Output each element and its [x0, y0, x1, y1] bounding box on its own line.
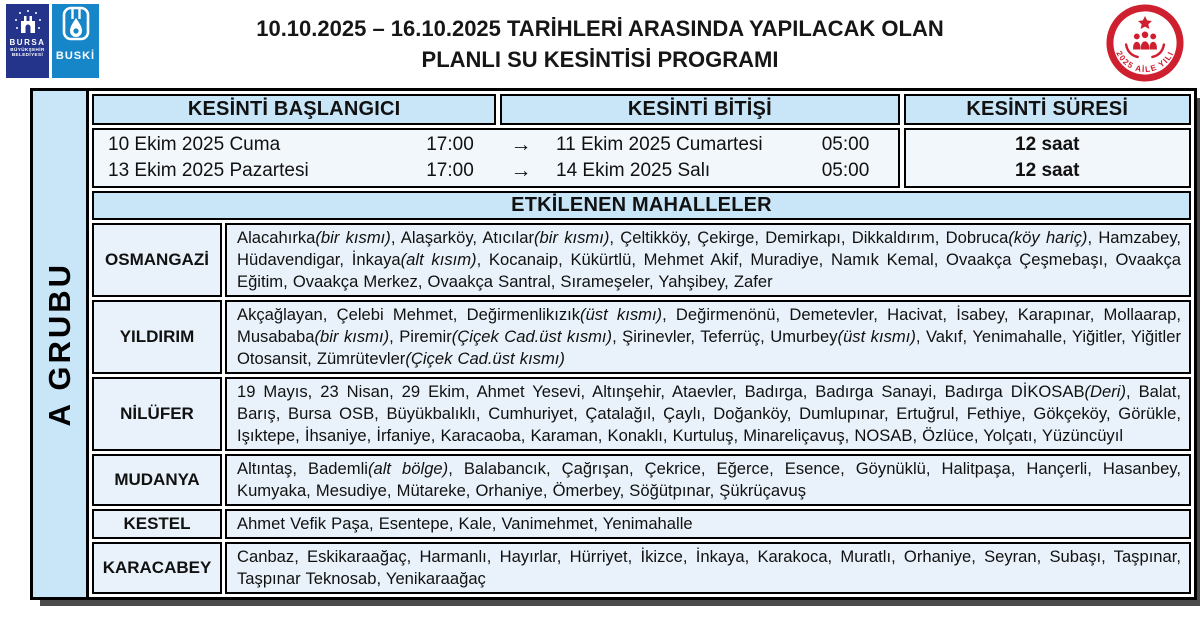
outage-table	[30, 88, 1197, 600]
outage-dates-cell	[92, 128, 900, 188]
outage-duration-cell	[904, 128, 1191, 188]
buski-logo-text: BUSKİ	[55, 50, 96, 62]
page-header	[0, 0, 1200, 88]
column-header-start: KESİNTİ BAŞLANGICI	[92, 94, 496, 125]
district-row	[92, 377, 1191, 451]
affected-neighborhoods-header: ETKİLENEN MAHALLELER	[92, 191, 1191, 220]
page-title	[130, 0, 1070, 75]
title-line1: 10.10.2025 – 16.10.2025 TARİHLERİ ARASINDA YAPILACAK OLAN	[256, 16, 944, 41]
bursa-crest-icon	[13, 7, 43, 37]
district-neighborhoods: Alacahırka(bir kısmı), Alaşarköy, Atıcılar(bir kısmı), Çeltikköy, Çekirge, Demirkapı, Dikkaldırım, Dobruca(köy hariç), Hamzabey, Hüdavendigar, İnkaya(alt kısım), Kocanaip, Kükürtlü, Mehmet Akif, Muradiye, Namık Kemal, Ovaakça Çeşmebaşı, Ovaakça Eğitim, Ovaakça Merkez, Ovaakça Santral, Sırameşeler, Yahşibey, Zafer	[225, 223, 1191, 297]
bursa-logo-line3: BELEDİYESİ	[11, 52, 44, 58]
district-row	[92, 454, 1191, 506]
district-neighborhoods: 19 Mayıs, 23 Nisan, 29 Ekim, Ahmet Yesevi, Altınşehir, Ataevler, Badırga, Badırga Sanayi, Badırga DİKOSAB(Deri), Balat, Barış, Bursa OSB, Büyükbalıklı, Cumhuriyet, Çatalağıl, Çaylı, Doğanköy, Dumlupınar, Ertuğrul, Fethiye, Gökçeköy, Görükle, Işıktepe, İhsaniye, İrfaniye, Karacaoba, Karaman, Konaklı, Kurtuluş, Minareliçavuş, NOSAB, Özlüce, Yolçatı, Yüzüncüyıl	[225, 377, 1191, 451]
end-time: 05:00	[821, 134, 870, 155]
district-name: YILDIRIM	[92, 300, 222, 374]
outage-schedule-rows	[92, 128, 1191, 188]
family-year-emblem	[1104, 2, 1186, 84]
district-name: NİLÜFER	[92, 377, 222, 451]
group-label: A GRUBU	[41, 261, 77, 427]
emblem-text: 2025 AİLE YILI	[1114, 49, 1176, 75]
column-header-end: KESİNTİ BİTİŞİ	[500, 94, 899, 125]
arrow-icon: →	[510, 133, 532, 156]
arrow-icon: →	[510, 159, 532, 182]
duration: 12 saat	[1015, 160, 1080, 181]
start-time: 17:00	[426, 160, 474, 181]
bursa-municipality-logo	[6, 4, 49, 78]
district-name: KESTEL	[92, 509, 222, 539]
district-neighborhoods: Ahmet Vefik Paşa, Esentepe, Kale, Vanimehmet, Yenimahalle	[225, 509, 1191, 539]
bursa-logo-line1: BURSA	[9, 38, 46, 47]
district-name: KARACABEY	[92, 542, 222, 594]
district-neighborhoods: Akçağlayan, Çelebi Mehmet, Değirmenlikızık(üst kısmı), Değirmenönü, Demetevler, Hacivat, İsabey, Karapınar, Mollaarap, Musababa(bir kısmı), Piremir(Çiçek Cad.üst kısmı), Şirinevler, Teferrüç, Umurbey(üst kısmı), Vakıf, Yenimahalle, Yiğitler, Yiğitler Otosansit, Zümrütevler(Çiçek Cad.üst kısmı)	[225, 300, 1191, 374]
bursa-logo-line2: BÜYÜKŞEHİR	[10, 47, 45, 53]
district-row	[92, 223, 1191, 297]
end-date: 14 Ekim 2025 Salı	[556, 160, 711, 181]
schedule-header-row	[92, 94, 1191, 125]
district-name: OSMANGAZİ	[92, 223, 222, 297]
district-row	[92, 509, 1191, 539]
district-neighborhoods: Canbaz, Eskikaraağaç, Harmanlı, Hayırlar, Hürriyet, İkizce, İnkaya, Karakoca, Muratlı, Orhaniye, Seyran, Subaşı, Taşpınar, Taşpınar Teknosab, Yenikaraağaç	[225, 542, 1191, 594]
district-neighborhoods: Altıntaş, Bademli(alt bölge), Balabancık, Çağrışan, Çekrice, Eğerce, Esence, Göynüklü, Halitpaşa, Hançerli, Hasanbey, Kumyaka, Mesudiye, Mütareke, Orhaniye, Ömerbey, Söğütpınar, Şükrüçavuş	[225, 454, 1191, 506]
district-row	[92, 542, 1191, 594]
water-drop-icon	[56, 4, 96, 48]
end-date: 11 Ekim 2025 Cumartesi	[556, 134, 763, 155]
duration: 12 saat	[1015, 134, 1080, 155]
district-name: MUDANYA	[92, 454, 222, 506]
start-time: 17:00	[426, 134, 474, 155]
bursa-logo-text	[10, 38, 46, 58]
outage-row	[94, 132, 898, 158]
table-content	[89, 91, 1194, 597]
group-label-cell	[33, 91, 89, 597]
family-year-emblem-icon	[1104, 2, 1186, 84]
buski-logo	[52, 4, 99, 78]
title-line2: PLANLI SU KESİNTİSİ PROGRAMI	[421, 47, 779, 73]
column-header-duration: KESİNTİ SÜRESİ	[904, 94, 1191, 125]
start-date: 13 Ekim 2025 Pazartesi	[108, 160, 309, 181]
outage-row	[94, 158, 898, 184]
district-row	[92, 300, 1191, 374]
start-date: 10 Ekim 2025 Cuma	[108, 134, 281, 155]
end-time: 05:00	[821, 160, 870, 181]
